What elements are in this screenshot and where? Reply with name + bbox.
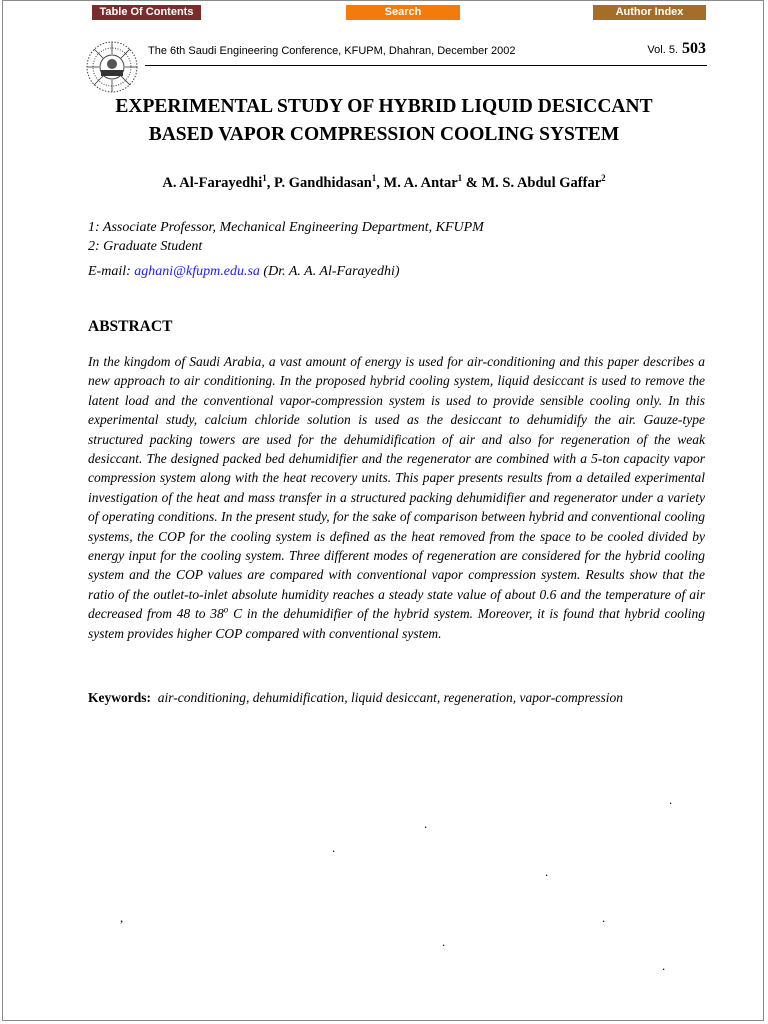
author-affiliation-mark: 1 <box>262 173 267 183</box>
author-affiliation-mark: 2 <box>601 173 606 183</box>
email-note: (Dr. A. A. Al-Farayedhi) <box>259 264 400 279</box>
author-affiliation-mark: 1 <box>457 173 463 183</box>
title-line-2: BASED VAPOR COMPRESSION COOLING SYSTEM <box>148 124 620 145</box>
author-name: P. Gandhidasan <box>273 175 372 191</box>
table-of-contents-button[interactable]: Table Of Contents <box>92 5 201 20</box>
stray-mark: . <box>332 840 336 855</box>
header-rule <box>145 65 707 66</box>
paper-title <box>60 93 708 149</box>
stray-mark: , <box>120 910 124 925</box>
conference-name: The 6th Saudi Engineering Conference, KFUPM, Dhahran, December 2002 <box>148 45 516 57</box>
stray-mark: . <box>442 934 446 949</box>
author-separator: , <box>266 175 274 191</box>
author-affiliation-mark: 1 <box>371 173 377 183</box>
degree-superscript: o <box>223 604 229 615</box>
email-link[interactable]: aghani@kfupm.edu.sa <box>134 264 260 279</box>
author-list <box>60 175 708 192</box>
stray-mark: . <box>662 958 666 973</box>
stray-mark: . <box>545 864 549 879</box>
keywords-value: air-conditioning, dehumidification, liquid desiccant, regeneration, vapor-compression <box>157 690 624 705</box>
abstract-heading: ABSTRACT <box>88 318 173 335</box>
search-button[interactable]: Search <box>346 5 460 20</box>
conference-logo-icon <box>84 40 140 94</box>
abstract-body: In the kingdom of Saudi Arabia, a vast amount of energy is used for air-conditioning and this paper describes a new approach to air conditioning. In the proposed hybrid cooling system, liquid desiccant is used to remove the latent load and the conventional vapor-compression system is used to provide sensible cooling only. In this experimental study, calcium chloride solution is used as the desiccant to dehumidify the air. Gauze-type structured packing towers are used for the dehumidification of air and also for regeneration of the weak desiccant. The designed packed bed dehumidifier and the regenerator are combined with a 5-ton capacity vapor compression system along with the heat recovery units. This paper presents results from a detailed experimental investigation of the heat and mass transfer in a structured packing dehumidifier and regenerator under a variety of operating conditions. In the present study, for the sake of comparison between hybrid and conventional cooling systems, the COP for the cooling system is defined as the heat removed from the space to be cooled divided by energy input for the cooling system. Three different modes of regeneration are considered for the hybrid cooling system and the COP values are compared with conventional vapor compression system. Results show that the ratio of the outlet-to-inlet absolute humidity reaches a steady state value of about 0.6 and the temperature of air decreased from 48 to 38 <box>88 354 705 622</box>
email-label: E-mail: <box>88 264 135 279</box>
volume-page <box>647 40 706 58</box>
page-number: 503 <box>682 40 706 57</box>
stray-mark: . <box>424 816 428 831</box>
stray-mark: . <box>669 792 673 807</box>
email-line <box>88 264 400 280</box>
affiliations <box>88 218 484 256</box>
affiliation-line: 1: Associate Professor, Mechanical Engineering Department, KFUPM <box>88 220 484 235</box>
author-index-button[interactable]: Author Index <box>593 5 706 20</box>
author-name: A. Al-Farayedhi <box>162 175 263 191</box>
volume-label: Vol. 5. <box>647 44 678 56</box>
keywords-label: Keywords: <box>88 690 151 705</box>
author-separator: & <box>462 175 482 191</box>
abstract-text <box>88 352 705 643</box>
author-name: M. A. Antar <box>383 175 458 191</box>
abstract-body-end: C in the dehumidifier of the hybrid system. Moreover, it is found that hybrid cooling system provides higher COP compared with conventional system. <box>88 606 705 641</box>
author-name: M. S. Abdul Gaffar <box>481 175 602 191</box>
author-separator: , <box>376 175 384 191</box>
keywords-line <box>88 690 623 706</box>
title-line-1: EXPERIMENTAL STUDY OF HYBRID LIQUID DESICCANT <box>115 96 653 117</box>
affiliation-line: 2: Graduate Student <box>88 239 203 254</box>
stray-mark: . <box>602 910 606 925</box>
